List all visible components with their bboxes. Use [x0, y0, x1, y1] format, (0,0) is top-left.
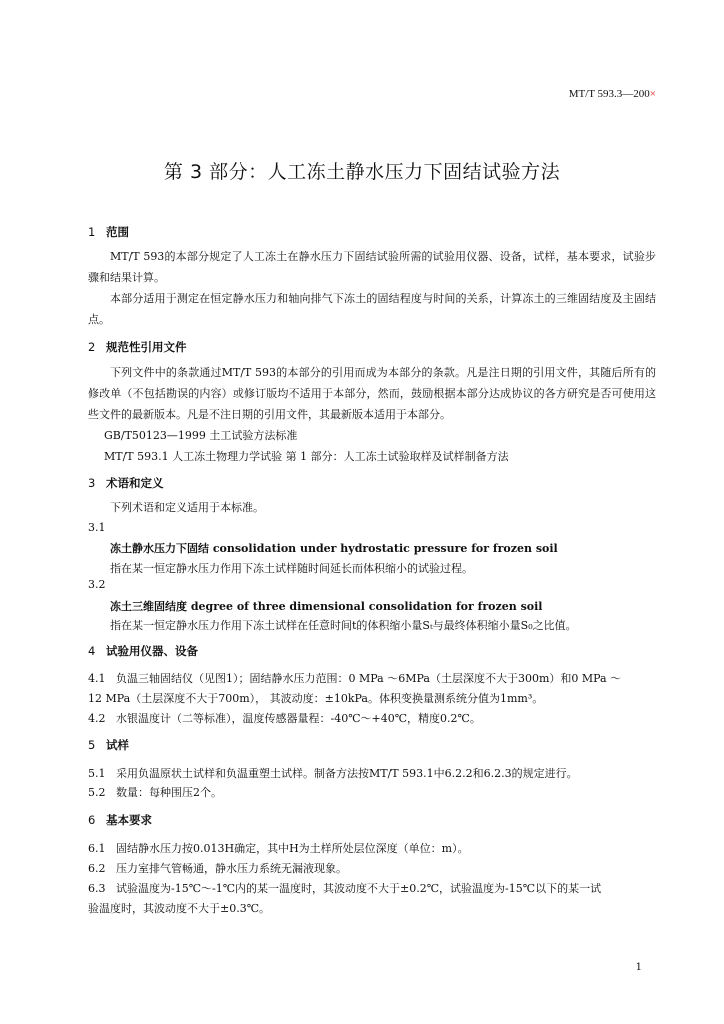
section-1-heading: 1 范围 [88, 225, 129, 239]
clause-6-3: 6.3 试验温度为-15℃～-1℃内的某一温度时，其波动度不大于±0.2℃，试验温度为-15℃以下的某一试 [88, 882, 602, 895]
section-1-para-2: 本部分适用于测定在恒定静水压力和轴向排气下冻土的固结程度与时间的关系，计算冻土的三维固结度及主固结点。 [88, 292, 656, 326]
clause-5-1: 5.1 采用负温原状土试样和负温重塑土试样。制备方法按MT/T 593.1中6.2.2和6.2.3的规定进行。 [88, 767, 578, 780]
page-title: 第 3 部分：人工冻土静水压力下固结试验方法 [163, 161, 561, 183]
section-6-heading: 6 基本要求 [88, 813, 152, 827]
section-3-intro: 下列术语和定义适用于本标准。 [110, 501, 264, 514]
clause-4-1: 4.1 负温三轴固结仪（见图1）；固结静水压力范围：0 MPa ～6MPa（土层深度不大于300m）和0 MPa ～ [88, 672, 622, 685]
section-2-heading: 2 规范性引用文件 [88, 340, 187, 354]
placeholder-x-mark: × [649, 88, 656, 100]
term-2-number: 3.2 [88, 578, 106, 591]
section-3-heading: 3 术语和定义 [88, 476, 164, 490]
term-1-definition: 指在某一恒定静水压力作用下冻土试样随时间延长而体积缩小的试验过程。 [110, 562, 473, 575]
section-1-para-1: MT/T 593的本部分规定了人工冻土在静水压力下固结试验所需的试验用仪器、设备，试样，基本要求，试验步骤和结果计算。 [88, 250, 656, 284]
clause-5-2: 5.2 数量：每种围压2个。 [88, 786, 222, 799]
page-number: 1 [635, 962, 642, 973]
term-2-title: 冻土三维固结度 degree of three dimensional consolidation for frozen soil [110, 600, 543, 613]
clause-4-1-cont: 12 MPa（土层深度不大于700m）， 其波动度：±10kPa。体积变换量测系统分值为1mm³。 [88, 692, 544, 705]
standard-code-header: MT/T 593.3—200× [568, 88, 656, 100]
term-1-number: 3.1 [88, 521, 106, 534]
clause-6-2: 6.2 压力室排气管畅通，静水压力系统无漏液现象。 [88, 862, 347, 875]
clause-6-3-cont: 验温度时，其波动度不大于±0.3℃。 [88, 902, 271, 915]
term-2-definition: 指在某一恒定静水压力作用下冻土试样在任意时间t的体积缩小量Sₜ与最终体积缩小量S₀之比值。 [110, 619, 577, 632]
section-2-para-1: 下列文件中的条款通过MT/T 593的本部分的引用而成为本部分的条款。凡是注日期的引用文件，其随后所有的修改单（不包括勘误的内容）或修订版均不适用于本部分，然而，鼓励根据本部分达成协议的各方研究是否可使用这些文件的最新版本。凡是不注日期的引用文件，其最新版本适用于本部分。 [88, 366, 656, 421]
section-5-heading: 5 试样 [88, 738, 129, 752]
clause-6-1: 6.1 固结静水压力按0.013H确定，其中H为土样所处层位深度（单位：m）。 [88, 842, 469, 855]
term-1-title: 冻土静水压力下固结 consolidation under hydrostatic pressure for frozen soil [110, 542, 558, 555]
reference-1: GB/T50123—1999 土工试验方法标准 [104, 429, 298, 442]
clause-4-2: 4.2 水银温度计（二等标准），温度传感器量程：-40℃～+40℃，精度0.2℃。 [88, 712, 481, 725]
section-4-heading: 4 试验用仪器、设备 [88, 644, 198, 658]
reference-2: MT/T 593.1 人工冻土物理力学试验 第 1 部分：人工冻土试验取样及试样制备方法 [104, 450, 509, 463]
